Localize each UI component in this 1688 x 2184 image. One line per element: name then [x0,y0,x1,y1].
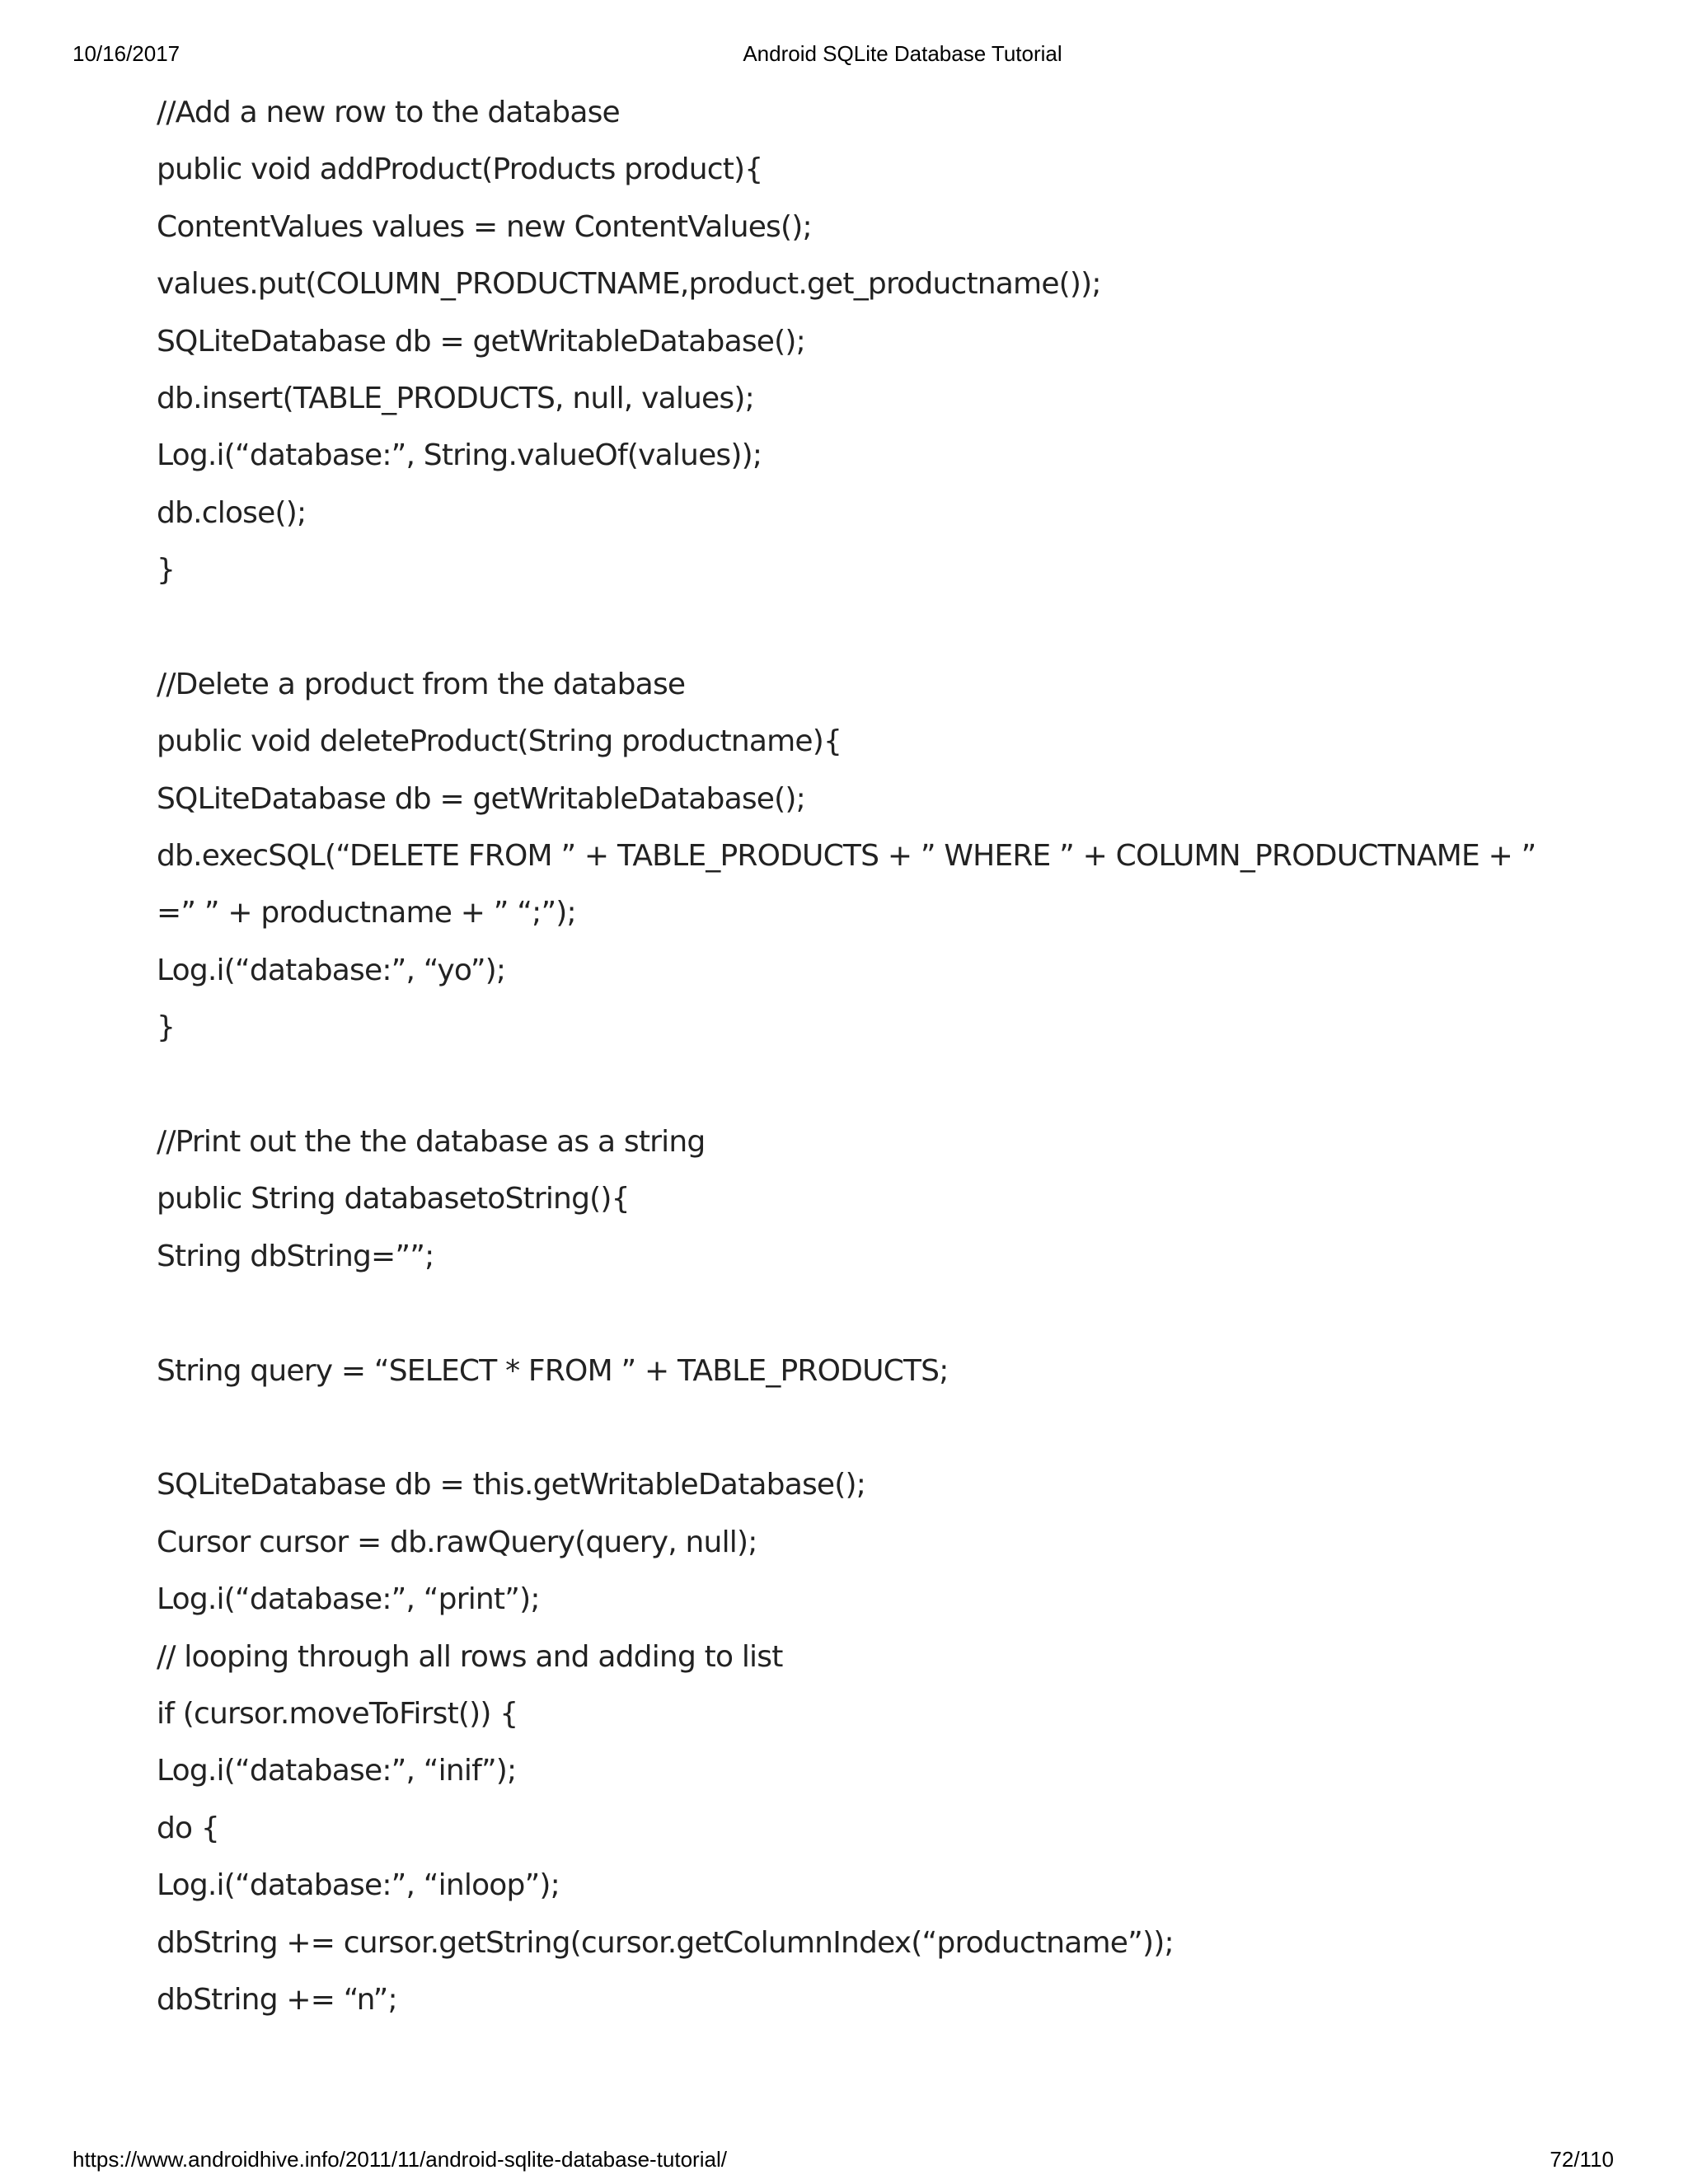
code-line: String query = “SELECT * FROM ” + TABLE_PRODUCTS; [157,1353,949,1388]
code-line: SQLiteDatabase db = this.getWritableDatabase(); [157,1468,866,1502]
code-line: dbString += “n”; [157,1982,397,2017]
code-line: Log.i(“database:”, “yo”); [157,953,506,987]
code-line: Log.i(“database:”, “inloop”); [157,1868,560,1903]
page-number: 72/110 [1550,2147,1614,2172]
blank-line [157,599,1607,656]
code-line: public void addProduct(Products product){ [157,152,763,187]
header-date: 10/16/2017 [73,41,181,66]
code-line: } [157,553,176,588]
footer-url: https://www.androidhive.info/2011/11/android-sqlite-database-tutorial/ [73,2147,727,2172]
code-line: db.close(); [157,495,307,530]
code-line: public void deleteProduct(String productname){ [157,724,842,759]
header-title: Android SQLite Database Tutorial [743,41,1062,66]
blank-line [157,1399,1607,1456]
code-line: public String databasetoString(){ [157,1182,630,1216]
code-line: String dbString=””; [157,1239,434,1273]
code-line: SQLiteDatabase db = getWritableDatabase(); [157,324,805,359]
code-line: } [157,1010,176,1045]
code-listing [157,84,1607,2028]
code-line: do { [157,1811,220,1845]
code-line: Log.i(“database:”, String.valueOf(values)); [157,438,762,473]
blank-line [157,1285,1607,1342]
code-line: //Add a new row to the database [157,96,620,129]
code-line: Log.i(“database:”, “print”); [157,1582,540,1617]
code-line: if (cursor.moveToFirst()) { [157,1696,518,1731]
code-line: =” ” + productname + ” “;”); [157,896,576,930]
code-line: SQLiteDatabase db = getWritableDatabase(); [157,781,805,816]
code-line: dbString += cursor.getString(cursor.getColumnIndex(“productname”)); [157,1925,1174,1960]
code-line: //Print out the the database as a string [157,1125,706,1160]
code-line: //Delete a product from the database [157,667,686,701]
code-line: db.insert(TABLE_PRODUCTS, null, values); [157,381,754,415]
code-line: Cursor cursor = db.rawQuery(query, null); [157,1525,757,1559]
code-line: Log.i(“database:”, “inif”); [157,1754,517,1788]
code-line: values.put(COLUMN_PRODUCTNAME,product.get_productname()); [157,267,1101,302]
code-line: db.execSQL(“DELETE FROM ” + TABLE_PRODUCTS + ” WHERE ” + COLUMN_PRODUCTNAME + ” [157,839,1536,874]
blank-line [157,1057,1607,1113]
code-line: // looping through all rows and adding to list [157,1639,783,1674]
code-line: ContentValues values = new ContentValues(); [157,209,812,244]
